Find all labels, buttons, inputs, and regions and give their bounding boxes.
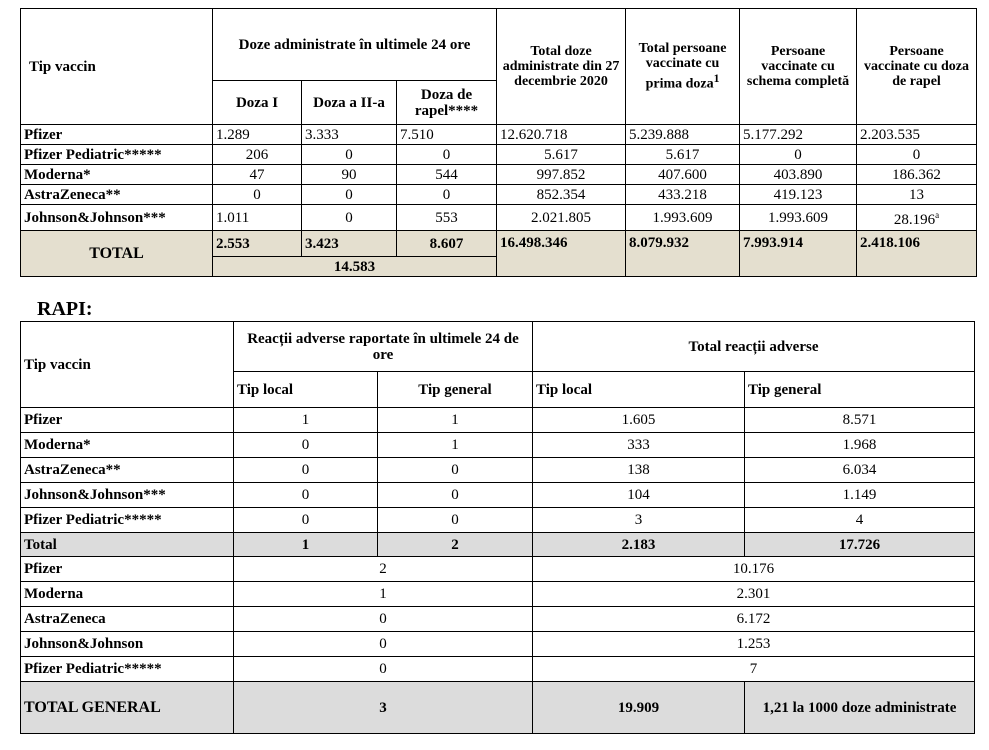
table-row xyxy=(21,458,975,483)
grand-total-total: 19.909 xyxy=(533,682,745,734)
vaccine-name: Johnson&Johnson*** xyxy=(21,483,234,508)
cell-local-total: 3 xyxy=(533,508,745,533)
total-row xyxy=(21,231,977,257)
header-schema-completa: Persoane vaccinate cu schema completă xyxy=(740,9,857,125)
sum-row xyxy=(21,632,975,657)
cell-schema-completa: 419.123 xyxy=(740,185,857,205)
header-row-1 xyxy=(21,322,975,372)
vaccine-name: Pfizer Pediatric***** xyxy=(21,657,234,682)
cell-sum-total: 6.172 xyxy=(533,607,975,632)
table-row xyxy=(21,205,977,231)
table-row xyxy=(21,483,975,508)
cell-sum-total: 10.176 xyxy=(533,557,975,582)
adverse-reactions-table xyxy=(20,321,975,734)
total-total-doze: 16.498.346 xyxy=(497,231,626,277)
cell-general-total: 1.149 xyxy=(745,483,975,508)
cell-sum-total: 2.301 xyxy=(533,582,975,607)
cell-rapel: 0 xyxy=(857,145,977,165)
grand-total-24h: 3 xyxy=(234,682,533,734)
vaccine-name: Moderna xyxy=(21,582,234,607)
cell-rapel: 186.362 xyxy=(857,165,977,185)
cell-doza-2: 0 xyxy=(302,205,397,231)
header-prima-doza-sup: 1 xyxy=(713,72,720,86)
cell-sum-24h: 1 xyxy=(234,582,533,607)
header-doza-rapel: Persoane vaccinate cu doza de rapel xyxy=(857,9,977,125)
cell-sum-24h: 2 xyxy=(234,557,533,582)
grand-total-rate: 1,21 la 1000 doze administrate xyxy=(745,682,975,734)
cell-prima-doza: 1.993.609 xyxy=(626,205,740,231)
cell-doza-1: 206 xyxy=(213,145,302,165)
cell-doza-rapel: 0 xyxy=(397,145,497,165)
total-doza-1: 2.553 xyxy=(213,231,302,257)
vaccine-name: AstraZeneca** xyxy=(21,458,234,483)
total-doza-rapel: 8.607 xyxy=(397,231,497,257)
total-general-24h: 2 xyxy=(378,533,533,557)
total-label: Total xyxy=(21,533,234,557)
cell-schema-completa: 403.890 xyxy=(740,165,857,185)
vaccine-name: Pfizer Pediatric***** xyxy=(21,145,213,165)
header-doza-1: Doza I xyxy=(213,81,302,125)
cell-general-24h: 1 xyxy=(378,408,533,433)
rapi-title: RAPI: xyxy=(37,298,93,320)
cell-schema-completa: 1.993.609 xyxy=(740,205,857,231)
header-doza-rapel-24h: Doza de rapel**** xyxy=(397,81,497,125)
header-doze-24h: Doze administrate în ultimele 24 ore xyxy=(213,9,497,81)
cell-prima-doza: 433.218 xyxy=(626,185,740,205)
cell-rapel: 13 xyxy=(857,185,977,205)
header-row-1 xyxy=(21,9,977,81)
cell-local-24h: 0 xyxy=(234,433,378,458)
cell-local-24h: 0 xyxy=(234,483,378,508)
cell-general-24h: 0 xyxy=(378,458,533,483)
total-schema-completa: 7.993.914 xyxy=(740,231,857,277)
header-tip-local-total: Tip local xyxy=(533,372,745,408)
cell-total-doze: 2.021.805 xyxy=(497,205,626,231)
cell-doza-2: 0 xyxy=(302,145,397,165)
cell-general-total: 4 xyxy=(745,508,975,533)
cell-doza-2: 3.333 xyxy=(302,125,397,145)
table-row xyxy=(21,508,975,533)
total-rapel: 2.418.106 xyxy=(857,231,977,277)
total-sum-24h: 14.583 xyxy=(213,257,497,277)
cell-schema-completa: 5.177.292 xyxy=(740,125,857,145)
cell-sum-total: 1.253 xyxy=(533,632,975,657)
cell-doza-1: 1.011 xyxy=(213,205,302,231)
header-total-doze: Total doze administrate din 27 decembrie 2020 xyxy=(497,9,626,125)
cell-prima-doza: 407.600 xyxy=(626,165,740,185)
cell-rapel-sup: a xyxy=(935,210,940,220)
grand-total-label: TOTAL GENERAL xyxy=(21,682,234,734)
sum-row xyxy=(21,657,975,682)
cell-local-total: 1.605 xyxy=(533,408,745,433)
cell-sum-total: 7 xyxy=(533,657,975,682)
cell-sum-24h: 0 xyxy=(234,607,533,632)
total-prima-doza: 8.079.932 xyxy=(626,231,740,277)
header-doza-2: Doza a II-a xyxy=(302,81,397,125)
vaccine-name: Johnson&Johnson*** xyxy=(21,205,213,231)
cell-rapel xyxy=(857,205,977,231)
vaccine-name: AstraZeneca** xyxy=(21,185,213,205)
cell-local-total: 138 xyxy=(533,458,745,483)
vaccine-name: Moderna* xyxy=(21,165,213,185)
cell-sum-24h: 0 xyxy=(234,657,533,682)
header-tip-vaccin: Tip vaccin xyxy=(21,322,234,408)
cell-doza-2: 90 xyxy=(302,165,397,185)
vaccine-name: Moderna* xyxy=(21,433,234,458)
total-doza-2: 3.423 xyxy=(302,231,397,257)
cell-rapel-value: 28.196 xyxy=(893,212,936,228)
cell-local-total: 104 xyxy=(533,483,745,508)
cell-local-24h: 1 xyxy=(234,408,378,433)
cell-general-24h: 1 xyxy=(378,433,533,458)
cell-schema-completa: 0 xyxy=(740,145,857,165)
vaccine-name: Pfizer xyxy=(21,408,234,433)
vaccine-name: Pfizer xyxy=(21,125,213,145)
cell-prima-doza: 5.617 xyxy=(626,145,740,165)
table-row xyxy=(21,125,977,145)
cell-doza-1: 47 xyxy=(213,165,302,185)
total-general-total: 17.726 xyxy=(745,533,975,557)
cell-doza-rapel: 553 xyxy=(397,205,497,231)
table-row xyxy=(21,408,975,433)
cell-total-doze: 5.617 xyxy=(497,145,626,165)
total-local-total: 2.183 xyxy=(533,533,745,557)
cell-local-total: 333 xyxy=(533,433,745,458)
cell-general-total: 6.034 xyxy=(745,458,975,483)
cell-rapel: 2.203.535 xyxy=(857,125,977,145)
header-tip-vaccin: Tip vaccin xyxy=(21,9,213,125)
table-row xyxy=(21,165,977,185)
table-row xyxy=(21,433,975,458)
cell-general-24h: 0 xyxy=(378,483,533,508)
vaccine-name: Pfizer Pediatric***** xyxy=(21,508,234,533)
table-row xyxy=(21,185,977,205)
cell-doza-2: 0 xyxy=(302,185,397,205)
cell-doza-rapel: 0 xyxy=(397,185,497,205)
cell-doza-rapel: 7.510 xyxy=(397,125,497,145)
cell-local-24h: 0 xyxy=(234,458,378,483)
table-row xyxy=(21,145,977,165)
cell-general-24h: 0 xyxy=(378,508,533,533)
header-prima-doza-text: Total persoane vaccinate cu prima doza xyxy=(638,41,727,92)
vaccine-name: Johnson&Johnson xyxy=(21,632,234,657)
cell-total-doze: 12.620.718 xyxy=(497,125,626,145)
header-tip-general-total: Tip general xyxy=(745,372,975,408)
sum-row xyxy=(21,557,975,582)
cell-total-doze: 852.354 xyxy=(497,185,626,205)
cell-sum-24h: 0 xyxy=(234,632,533,657)
sum-row xyxy=(21,607,975,632)
header-tip-local-24h: Tip local xyxy=(234,372,378,408)
cell-general-total: 1.968 xyxy=(745,433,975,458)
cell-general-total: 8.571 xyxy=(745,408,975,433)
header-total-reactii: Total reacții adverse xyxy=(533,322,975,372)
cell-doza-1: 1.289 xyxy=(213,125,302,145)
cell-doza-rapel: 544 xyxy=(397,165,497,185)
header-tip-general-24h: Tip general xyxy=(378,372,533,408)
vaccine-name: Pfizer xyxy=(21,557,234,582)
total-row xyxy=(21,533,975,557)
cell-local-24h: 0 xyxy=(234,508,378,533)
cell-total-doze: 997.852 xyxy=(497,165,626,185)
cell-doza-1: 0 xyxy=(213,185,302,205)
cell-prima-doza: 5.239.888 xyxy=(626,125,740,145)
vaccine-name: AstraZeneca xyxy=(21,607,234,632)
header-reactii-24h: Reacții adverse raportate în ultimele 24 de ore xyxy=(234,322,533,372)
sum-row xyxy=(21,582,975,607)
vaccination-table xyxy=(20,8,977,277)
total-label: TOTAL xyxy=(21,231,213,277)
grand-total-row xyxy=(21,682,975,734)
total-local-24h: 1 xyxy=(234,533,378,557)
header-prima-doza xyxy=(626,9,740,125)
